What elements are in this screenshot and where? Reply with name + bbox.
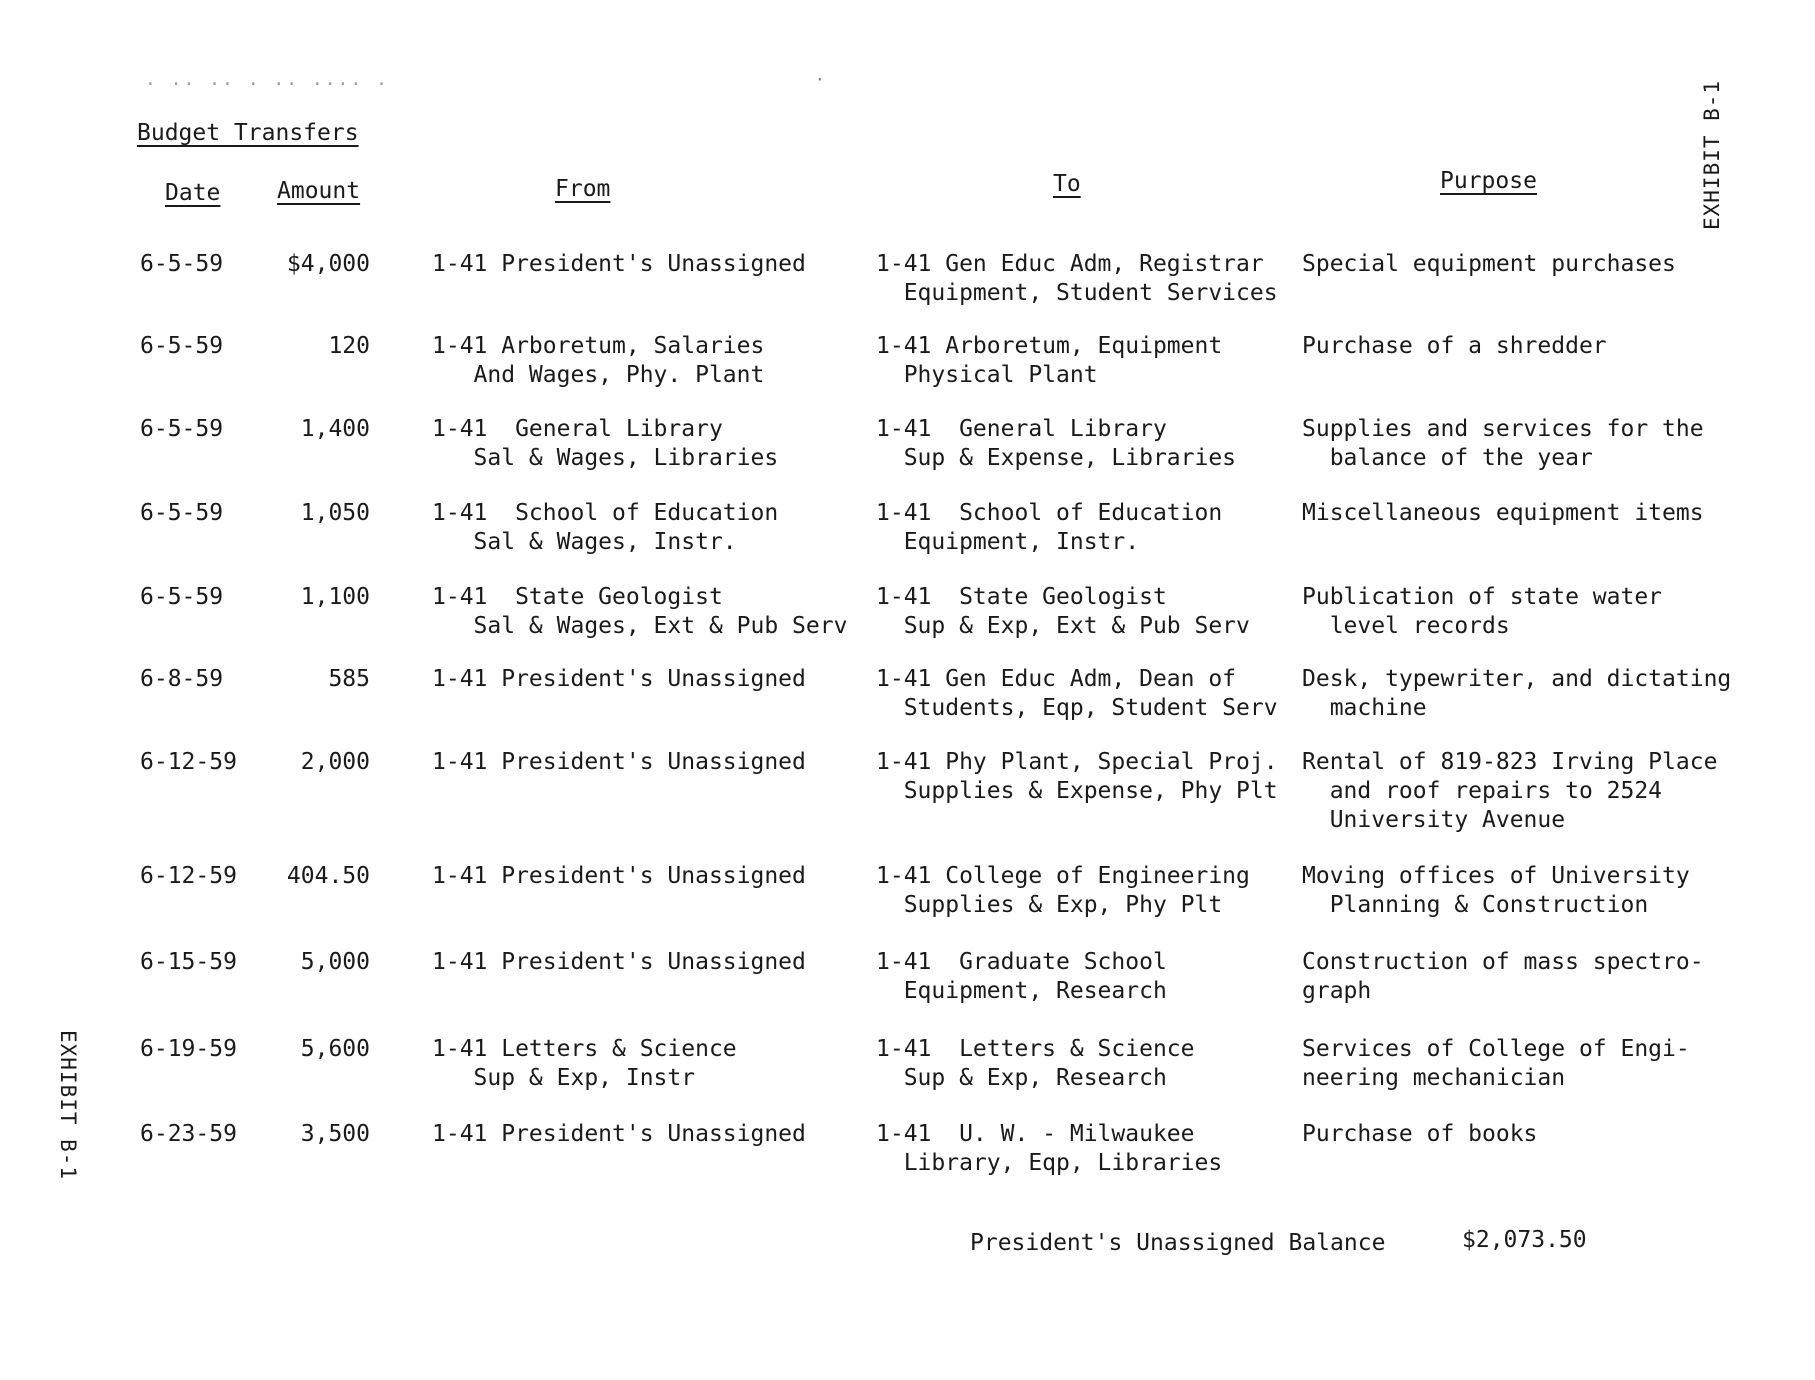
row-8-purpose: Moving offices of University Planning & Construction	[1302, 863, 1690, 918]
row-6-date: 6-8-59	[140, 666, 224, 692]
row-5-to: 1-41 State Geologist Sup & Exp, Ext & Pub Serv	[876, 584, 1250, 639]
row-9-to: 1-41 Graduate School Equipment, Research	[876, 949, 1167, 1004]
row-1-purpose: Special equipment purchases	[1302, 251, 1676, 277]
header-amount: Amount	[277, 178, 361, 204]
balance-value: $2,073.50	[1462, 1227, 1587, 1253]
row-9-from: 1-41 President's Unassigned	[432, 949, 806, 975]
row-9-amount: 5,000	[300, 949, 370, 975]
row-4-from: 1-41 School of Education Sal & Wages, Instr.	[432, 500, 779, 555]
row-3-purpose: Supplies and services for the balance of the year	[1302, 416, 1704, 471]
row-2-to: 1-41 Arboretum, Equipment Physical Plant	[876, 333, 1223, 388]
row-1-from: 1-41 President's Unassigned	[432, 251, 806, 277]
row-5-amount: 1,100	[300, 584, 370, 610]
row-4-date: 6-5-59	[140, 500, 224, 526]
row-1-amount: $4,000	[286, 251, 370, 277]
row-5-date: 6-5-59	[140, 584, 224, 610]
scan-specks: · ·· ·· · ·· ···· ·	[145, 74, 389, 95]
row-8-from: 1-41 President's Unassigned	[432, 863, 806, 889]
row-9-date: 6-15-59	[140, 949, 237, 975]
header-to: To	[1053, 171, 1081, 197]
row-4-to: 1-41 School of Education Equipment, Instr.	[876, 500, 1223, 555]
row-2-from: 1-41 Arboretum, Salaries And Wages, Phy. Plant	[432, 333, 765, 388]
row-4-amount: 1,050	[300, 500, 370, 526]
row-4-purpose: Miscellaneous equipment items	[1302, 500, 1704, 526]
row-11-purpose: Purchase of books	[1302, 1121, 1538, 1147]
exhibit-label-top: EXHIBIT B-1	[1700, 79, 1724, 230]
row-10-purpose: Services of College of Engi- neering mechanician	[1302, 1036, 1690, 1091]
row-1-to: 1-41 Gen Educ Adm, Registrar Equipment, Student Services	[876, 251, 1278, 306]
row-3-to: 1-41 General Library Sup & Expense, Libraries	[876, 416, 1237, 471]
row-10-date: 6-19-59	[140, 1036, 237, 1062]
header-from: From	[555, 176, 611, 202]
row-2-purpose: Purchase of a shredder	[1302, 333, 1607, 359]
row-3-from: 1-41 General Library Sal & Wages, Libraries	[432, 416, 779, 471]
row-7-from: 1-41 President's Unassigned	[432, 749, 806, 775]
row-6-to: 1-41 Gen Educ Adm, Dean of Students, Eqp, Student Serv	[876, 666, 1278, 721]
row-6-from: 1-41 President's Unassigned	[432, 666, 806, 692]
row-11-amount: 3,500	[300, 1121, 370, 1147]
page-title: Budget Transfers	[137, 120, 359, 146]
row-8-amount: 404.50	[286, 863, 370, 889]
row-11-from: 1-41 President's Unassigned	[432, 1121, 806, 1147]
row-3-date: 6-5-59	[140, 416, 224, 442]
row-11-to: 1-41 U. W. - Milwaukee Library, Eqp, Libraries	[876, 1121, 1223, 1176]
row-7-amount: 2,000	[300, 749, 370, 775]
row-5-from: 1-41 State Geologist Sal & Wages, Ext & Pub Serv	[432, 584, 848, 639]
row-2-amount: 120	[328, 333, 370, 359]
row-7-date: 6-12-59	[140, 749, 237, 775]
row-2-date: 6-5-59	[140, 333, 224, 359]
row-10-to: 1-41 Letters & Science Sup & Exp, Research	[876, 1036, 1195, 1091]
row-11-date: 6-23-59	[140, 1121, 237, 1147]
row-7-to: 1-41 Phy Plant, Special Proj. Supplies & Expense, Phy Plt	[876, 749, 1278, 804]
row-10-amount: 5,600	[300, 1036, 370, 1062]
balance-label: President's Unassigned Balance	[970, 1230, 1386, 1256]
row-5-purpose: Publication of state water level records	[1302, 584, 1663, 639]
row-9-purpose: Construction of mass spectro- graph	[1302, 949, 1704, 1004]
header-date: Date	[165, 180, 221, 206]
row-7-purpose: Rental of 819-823 Irving Place and roof repairs to 2524 University Avenue	[1302, 749, 1718, 833]
row-6-amount: 585	[328, 666, 370, 692]
row-8-to: 1-41 College of Engineering Supplies & Exp, Phy Plt	[876, 863, 1250, 918]
header-purpose: Purpose	[1440, 168, 1537, 194]
row-3-amount: 1,400	[300, 416, 370, 442]
scan-mark: ·	[815, 70, 825, 89]
exhibit-label-bottom: EXHIBIT B-1	[56, 1030, 80, 1181]
row-8-date: 6-12-59	[140, 863, 237, 889]
row-10-from: 1-41 Letters & Science Sup & Exp, Instr	[432, 1036, 737, 1091]
row-1-date: 6-5-59	[140, 251, 224, 277]
row-6-purpose: Desk, typewriter, and dictating machine	[1302, 666, 1732, 721]
